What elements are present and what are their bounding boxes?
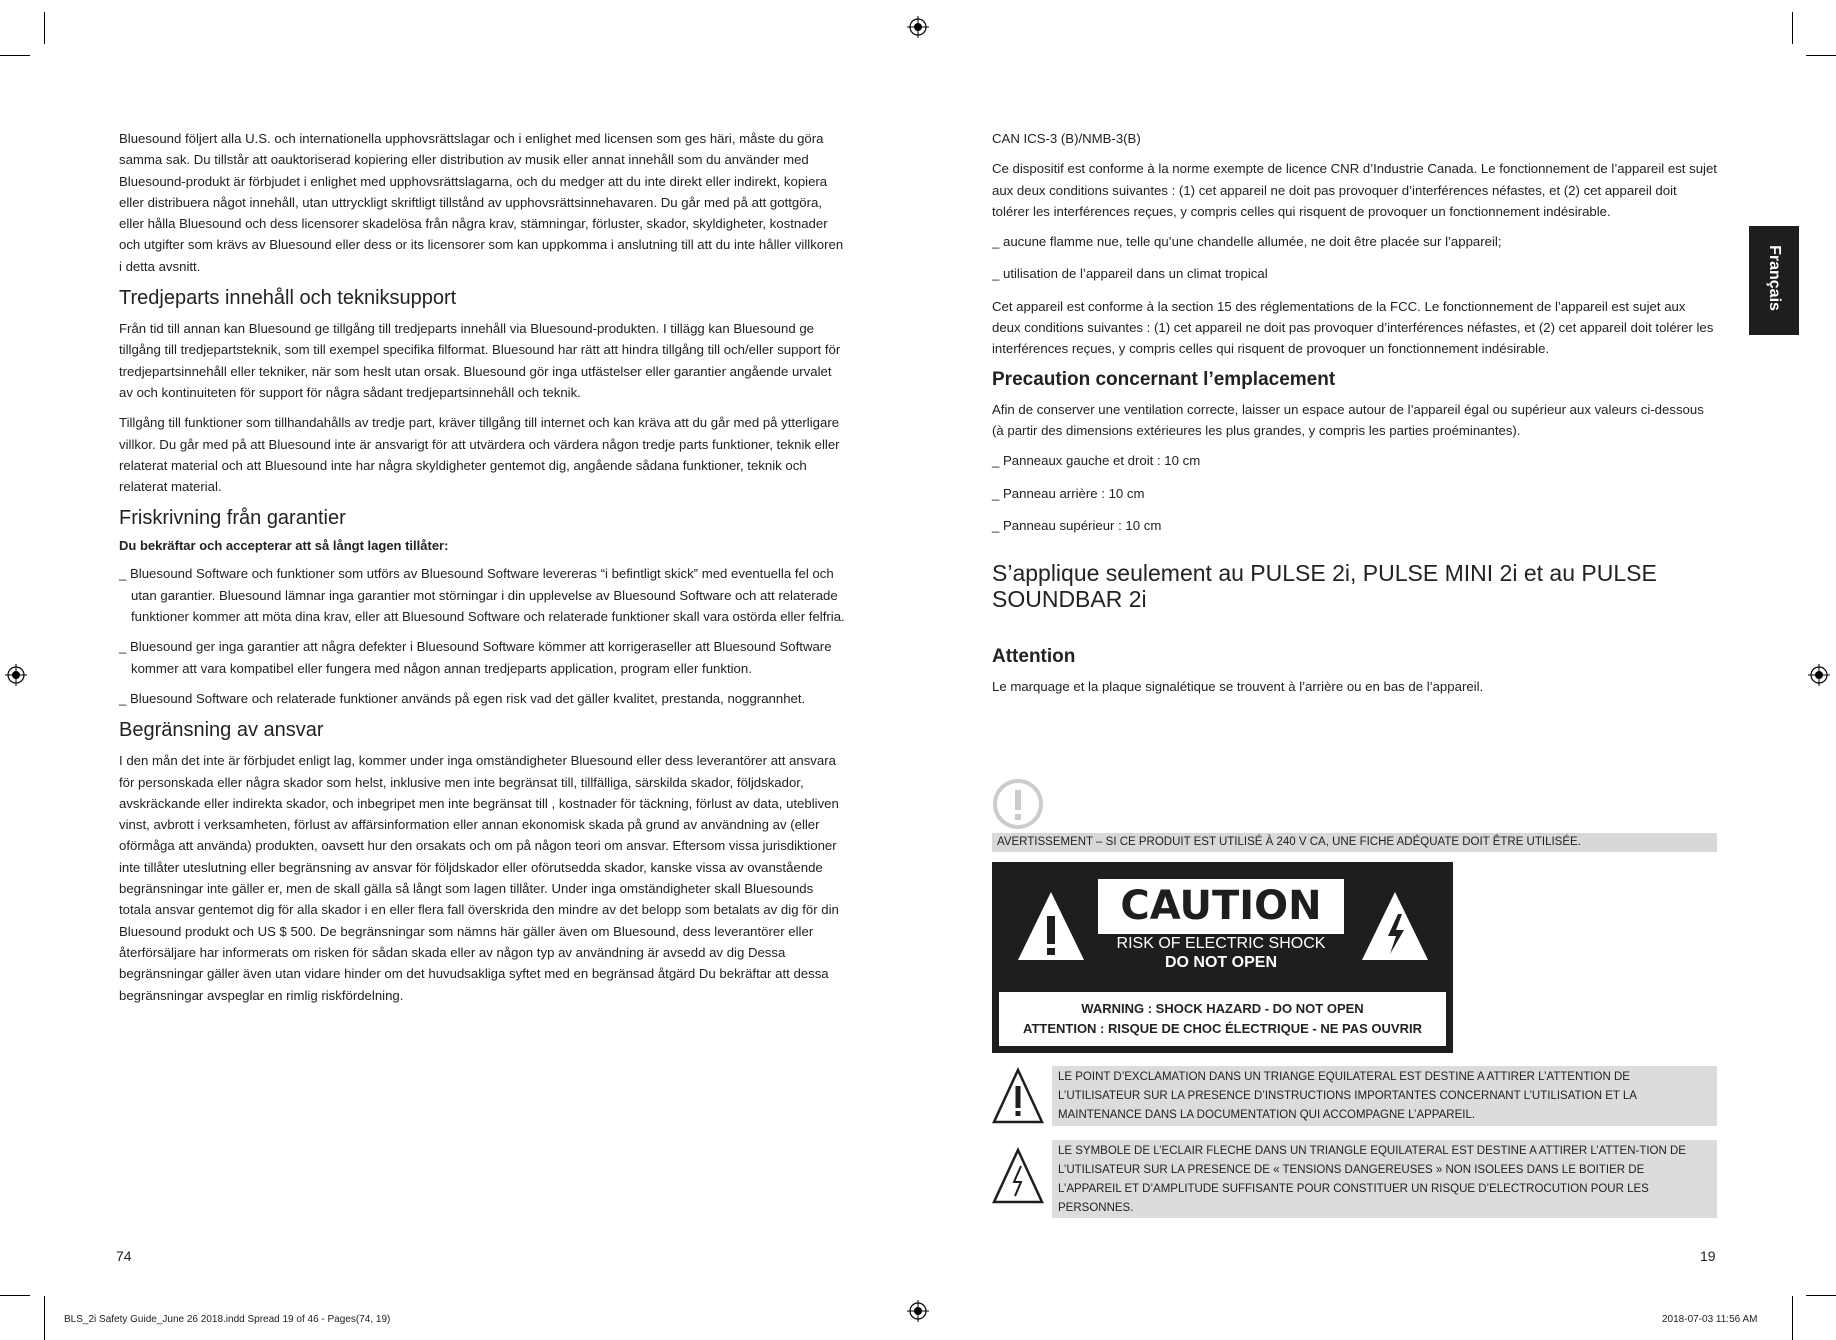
caution-line1: RISK OF ELECTRIC SHOCK bbox=[1116, 935, 1326, 952]
warranty-item: _ Bluesound ger inga garantier att några defekter i Bluesound Software kömmer att korrigeraseller att Bluesound Software kommer att vara kompatibel eller fungera med någon annan tredjeparts application, program eller funktion. bbox=[119, 639, 832, 676]
third-party-paragraph-1: Från tid till annan kan Bluesound ge tillgång till tredjeparts innehåll via Bluesound-produkten. I tillägg kan Bluesound ge tillgång till tredjepartsteknik, som till exempel specifika filformat. Bluesound har rätt att hindra tillgång till och/eller support för tredjepartsinnehåll eller tekniker, när som heslt utan orsak. Bluesound gör inga utfästelser eller garantier angående urvalet av och kontinuiteten för support för några sådant tredjepartsinnehåll och teknik. bbox=[119, 321, 841, 400]
crop-mark bbox=[0, 1295, 30, 1296]
crop-mark bbox=[0, 55, 30, 56]
intro-paragraph: Bluesound följert alla U.S. och internationella upphovsrättslagar och i enlighet med licensen som ges häri, måste du göra samma sak. Du tillstår att oauktoriserad kopiering eller distribution av musik eller annat innehåll som du använder med Bluesound-produkt är förbjudet i enlighet med upphovsrättslagarna, och du medger att du inte direkt eller indirekt, kopiera eller distribuera något innehåll, utan uttryckligt skriftligt tillstånd av upphovsrättsinnehavaren. Du går med på att gottgöra, eller hålla Bluesound och dess licensorer skadelösa från några krav, stämningar, förluster, skador, skyldigheter, kostnader och utgifter som krävs av Bluesound eller dess or its licensorer som kan uppkomma i anslutning till att du inte håller villkoren i detta avsnitt. bbox=[119, 131, 844, 274]
caution-title: CAUTION bbox=[1098, 879, 1344, 934]
placement-item: _ Panneau supérieur : 10 cm bbox=[992, 517, 1162, 533]
note-lightning-text: LE SYMBOLE DE L’ECLAIR FLECHE DANS UN TRIANGLE EQUILATERAL EST DESTINE A ATTIRER L’ATTEN-TION DE L’UTILISATEUR SUR LA PRESENCE DE « TENSIONS DANGEREUSES » NON ISOLEES DANS LE BOITIER DE L’APPAREIL ET D’AMPLITUDE SUFFISANTE POUR CONSTITUER UN RISQUE D’ELECTROCUTION POUR LES PERSONNES. bbox=[1052, 1140, 1717, 1218]
fcc-paragraph: Cet appareil est conforme à la section 15 des réglementations de la FCC. Le fonctionnement de l’appareil est sujet aux deux conditions suivantes : (1) cet appareil ne doit pas provoquer d’interférences néfastes, et (2) cet appareil doit tolérer les interférences reçues, y compris celles qui risquent de provoquer un fonctionnement indésirable. bbox=[992, 298, 1714, 357]
warning-bar: AVERTISSEMENT – SI CE PRODUIT EST UTILISÉ À 240 V CA, UNE FICHE ADÉQUATE DOIT ÊTRE UTILISÉE. bbox=[992, 833, 1717, 852]
heading-liability: Begränsning av ansvar bbox=[119, 719, 324, 742]
warranty-item: _ Bluesound Software och relaterade funktioner används på egen risk vad det gäller kvalitet, prestanda, noggrannhet. bbox=[119, 690, 806, 706]
footer-timestamp: 2018-07-03 11:56 AM bbox=[1662, 1314, 1758, 1325]
liability-paragraph: I den mån det inte är förbjudet enligt lag, kommer under inga omständigheter Bluesound eller dess leverantörer att ansvara för personskada eller några skador som helst, inklusive men inte begränsat till, tillfälliga, särskilda skador, följdskador, avskräckande eller indirekta skador, och inbegripet men inte begränsat till , kostnader för täckning, förlust av data, utebliven vinst, avbrott i verksamheten, förlust av affärsinformation eller annan ekonomisk skada på grund av användning av (eller oförmåga att använda) produkten, oavsett hur den orsakats och om på någon teori om ansvar. Eftersom vissa jurisdiktioner inte tillåter uteslutning eller begränsning av ansvar för följdskador eller oförutsedda skador, kanske vissa av ovanstående begränsningar inte gäller er, men de skall gälla så långt som lagen tillåter. Under inga omständigheter skall Bluesounds totala ansvar gentemot dig för alla skador i en eller flera fall överskrida den mindre av det belopp som betalats av dig för din Bluesound produkt och US $ 500. De begränsningar som nämns här gäller även om Bluesound, dess leverantörer eller återförsäljare har informerats om risken för sådan skada eller av någon typ av användning är avsedd av dig Dessa begränsningar gäller även utan vidare hinder om det huvudsakliga syftet med en begränsad åtgärd Du bekräftar att dessa begränsningar avspeglar en rimlig riskfördelning. bbox=[119, 753, 839, 1003]
warning-triangle-icon bbox=[1016, 890, 1086, 962]
caution-label bbox=[992, 862, 1453, 1053]
page-number-left: 74 bbox=[116, 1248, 132, 1264]
ic-paragraph: Ce dispositif est conforme à la norme exempte de licence CNR d’Industrie Canada. Le fonctionnement de l’appareil est sujet aux deux conditions suivantes : (1) cet appareil ne doit pas provoquer d’interférences néfastes, et (2) cet appareil doit tolérer les interférences reçues, y compris celles qui risquent de provoquer un fonctionnement indésirable. bbox=[992, 161, 1717, 219]
note-lightning bbox=[992, 1140, 1717, 1218]
placement-item: _ Panneau arrière : 10 cm bbox=[992, 485, 1145, 501]
registration-mark-icon bbox=[5, 664, 27, 686]
lightning-outline-triangle-icon bbox=[992, 1146, 1044, 1206]
heading-attention: Attention bbox=[992, 646, 1076, 668]
third-party-paragraph-2: Tillgång till funktioner som tillhandahålls av tredje part, kräver tillgång till internet och kan kräva att du går med på ytterligare villkor. Du går med på att Bluesound inte är ansvarigt för att utvärdera och värdera någon tredje parts funktioner, teknik eller relaterat material och att Bluesound inte har några skyldigheter gentemot dig, angående sådana funktioner, teknik och relaterat material. bbox=[119, 415, 840, 495]
caution-warning-panel bbox=[999, 992, 1446, 1046]
footer-file-info: BLS_2i Safety Guide_June 26 2018.indd Spread 19 of 46 - Pages(74, 19) bbox=[64, 1314, 391, 1325]
ic-item: _ aucune flamme nue, telle qu’une chandelle allumée, ne doit être placée sur l’appareil; bbox=[992, 234, 1502, 250]
warranty-lead: Du bekräftar och accepterar att så långt lagen tillåter: bbox=[119, 538, 449, 554]
left-page bbox=[119, 128, 845, 1015]
exclamation-triangle-icon bbox=[992, 1066, 1044, 1126]
note-exclamation-text: LE POINT D’EXCLAMATION DANS UN TRIANGE EQUILATERAL EST DESTINE A ATTIRER L’ATTENTION DE L’UTILISATEUR SUR LA PRESENCE D’INSTRUCTIONS IMPORTANTES CONCERNANT L’UTILISATION ET LA MAINTENANCE DANS LA DOCUMENTATION QUI ACCOMPAGNE L’APPAREIL. bbox=[1052, 1066, 1717, 1126]
registration-mark-icon bbox=[907, 1300, 929, 1322]
page-number-right: 19 bbox=[1700, 1248, 1716, 1264]
crop-mark bbox=[1806, 55, 1836, 56]
ic-item: _ utilisation de l’appareil dans un climat tropical bbox=[992, 266, 1268, 282]
pulse-heading: S’applique seulement au PULSE 2i, PULSE MINI 2i et au PULSE SOUNDBAR 2i bbox=[992, 560, 1657, 613]
language-tab-label: Français bbox=[1766, 245, 1783, 311]
note-exclamation bbox=[992, 1066, 1717, 1126]
heading-third-party: Tredjeparts innehåll och tekniksupport bbox=[119, 287, 457, 310]
heading-placement: Precaution concernant l’emplacement bbox=[992, 368, 1336, 390]
caution-line2: DO NOT OPEN bbox=[1164, 954, 1277, 971]
crop-mark bbox=[44, 12, 45, 44]
caution-center bbox=[1098, 879, 1344, 972]
attention-paragraph: Le marquage et la plaque signalétique se trouvent à l’arrière ou en bas de l’appareil. bbox=[992, 679, 1484, 695]
crop-mark bbox=[1792, 1296, 1793, 1340]
lightning-triangle-icon bbox=[1360, 890, 1430, 962]
can-line: CAN ICS-3 (B)/NMB-3(B) bbox=[992, 131, 1141, 146]
registration-mark-icon bbox=[1808, 664, 1830, 686]
right-page bbox=[992, 128, 1717, 706]
caution-warning-fr: ATTENTION : RISQUE DE CHOC ÉLECTRIQUE - NE PAS OUVRIR bbox=[1023, 1021, 1422, 1036]
crop-mark bbox=[1806, 1295, 1836, 1296]
placement-item: _ Panneaux gauche et droit : 10 cm bbox=[992, 453, 1201, 469]
crop-mark bbox=[44, 1296, 45, 1340]
crop-mark bbox=[1792, 12, 1793, 44]
warranty-item: _ Bluesound Software och funktioner som utförs av Bluesound Software levereras “i befintligt skick” med eventuella fel och utan garantier. Bluesound lämnar inga garantier mot störningar i din upplevelse av Bluesound Software och att relaterade funktioner kommer att möta dina krav, eller att Bluesound Software och relaterade funktioner skall vara ostörda eller felfria. bbox=[119, 566, 845, 625]
placement-paragraph: Afin de conserver une ventilation correcte, laisser un espace autour de l’appareil égal ou supérieur aux valeurs ci-dessous (à partir des dimensions extérieures les plus grandes, y compris les parties proéminantes). bbox=[992, 401, 1704, 438]
caution-warning-en: WARNING : SHOCK HAZARD - DO NOT OPEN bbox=[1081, 1001, 1364, 1016]
heading-warranty: Friskrivning från garantier bbox=[119, 507, 346, 530]
registration-mark-icon bbox=[907, 16, 929, 38]
exclamation-circle-icon bbox=[992, 778, 1044, 830]
language-tab bbox=[1749, 226, 1799, 335]
